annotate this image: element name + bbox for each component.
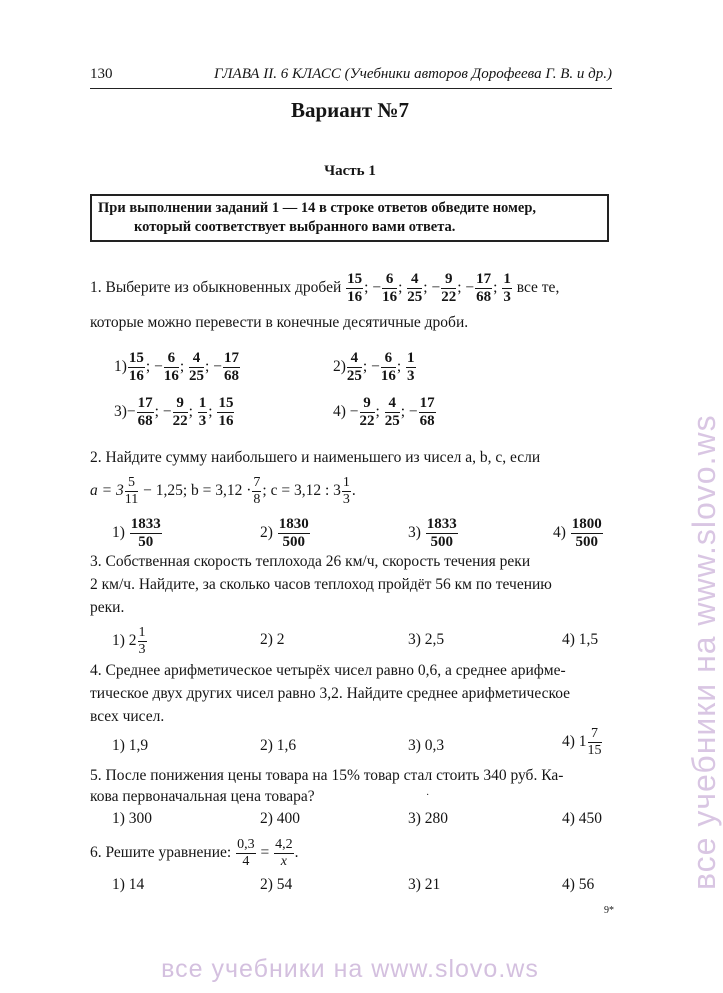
q1-answer-3: 3)− $\frac{17}{68}$ ; − $\frac{9}{22}$ ; $\frac{1}{3}$ ; $\frac{15}{16}$ — [114, 395, 234, 429]
q5-line-1: 5. После понижения цены товара на 15% товар стал стоить 340 руб. Ка- — [90, 767, 564, 784]
fraction: $\frac{15}{16}$ — [347, 271, 363, 305]
side-watermark: все учебники на www.slovo.ws — [686, 414, 722, 890]
q1-answer-2: 2) $\frac{4}{25}$ ; − $\frac{6}{16}$ ; $\frac{1}{3}$ — [333, 350, 415, 384]
chapter-title: ГЛАВА II. 6 КЛАСС (Учебники авторов Дорофеева Г. В. и др.) — [214, 66, 612, 82]
q4-answer-3: 3) 0,3 — [408, 737, 445, 754]
q3-line-2: 2 км/ч. Найдите, за сколько часов теплоход пройдёт 56 км по течению — [90, 576, 552, 593]
instruction-line-2: который соответствует выбранного вами ответа. — [134, 219, 456, 235]
page-header — [90, 66, 612, 89]
q4-answer-4: 4) 1 $\frac{7}{15}$ — [562, 726, 602, 758]
fraction: $\frac{4}{25}$ — [407, 271, 423, 305]
q5-answer-3: 3) 280 — [408, 810, 449, 827]
q2-answer-1: 1) $\frac{1833}{50}$ — [112, 516, 161, 550]
q6-answer-2: 2) 54 — [260, 876, 293, 893]
variant-title: Вариант №7 — [290, 98, 410, 122]
q5-answer-4: 4) 450 — [562, 810, 603, 827]
q1-answer-1: 1) $\frac{15}{16}$ ; − $\frac{6}{16}$ ; $\frac{4}{25}$ ; − $\frac{17}{68}$ — [114, 350, 239, 384]
q5-answer-1: 1) 300 — [112, 810, 153, 827]
q1-line-2: которые можно перевести в конечные десятичные дроби. — [90, 314, 469, 331]
q2-answer-4: 4) $\frac{1800}{500}$ — [553, 516, 602, 550]
q4-line-1: 4. Среднее арифметическое четырёх чисел равно 0,6, а среднее арифме- — [90, 662, 566, 679]
q4-answer-2: 2) 1,6 — [260, 737, 297, 754]
page-mark: 9* — [604, 905, 614, 916]
q3-line-1: 3. Собственная скорость теплохода 26 км/ч, скорость течения реки — [90, 553, 531, 570]
q6-answer-4: 4) 56 — [562, 876, 595, 893]
q2-answer-2: 2) $\frac{1830}{500}$ — [260, 516, 309, 550]
stray-mark: · — [426, 790, 430, 801]
q3-answer-4: 4) 1,5 — [562, 631, 599, 648]
q4-line-2: тическое двух других чисел равно 3,2. Найдите среднее арифметическое — [90, 685, 571, 702]
q1-intro: 1. Выберите из обыкновенных дробей — [90, 279, 342, 297]
q5-answer-2: 2) 400 — [260, 810, 301, 827]
q1-tail: все те, — [516, 279, 560, 297]
q2-line-1: 2. Найдите сумму наибольшего и наименьшего из чисел a, b, c, если — [90, 449, 541, 466]
part-title: Часть 1 — [324, 163, 376, 179]
fraction: $\frac{1}{3}$ — [503, 271, 511, 305]
instruction-box — [90, 194, 609, 242]
q1-line-1: 1. Выберите из обыкновенных дробей $\frac{15}{16}$ ; − $\frac{6}{16}$ ; $\frac{4}{25}$ ; − $\frac{9}{22}$ ; − $\frac{17}{68}$ ; $\frac{1}{3}$ все те, — [90, 271, 560, 305]
q3-line-3: реки. — [90, 599, 125, 616]
fraction: $\frac{9}{22}$ — [441, 271, 457, 305]
q6-answer-1: 1) 14 — [112, 876, 145, 893]
bottom-watermark: все учебники на www.slovo.ws — [161, 955, 539, 983]
fraction: $\frac{17}{68}$ — [476, 271, 492, 305]
q1-answer-4: 4) − $\frac{9}{22}$ ; $\frac{4}{25}$ ; − $\frac{17}{68}$ — [333, 395, 435, 429]
q4-answer-1: 1) 1,9 — [112, 737, 149, 754]
q2-answer-3: 3) $\frac{1833}{500}$ — [408, 516, 457, 550]
instruction-line-1: При выполнении заданий 1 — 14 в строке ответов обведите номер, — [98, 200, 537, 216]
q2-line-2: a = 3 $\frac{5}{11}$ − 1,25; b = 3,12 · $\frac{7}{8}$ ; c = 3,12 : 3 $\frac{1}{3}$ . — [90, 475, 356, 507]
q6-answer-3: 3) 21 — [408, 876, 441, 893]
fraction: $\frac{6}{16}$ — [382, 271, 398, 305]
q6-line-1: 6. Решите уравнение: $\frac{0,3}{4}$ = $\frac{4,2}{x}$ . — [90, 837, 299, 869]
q4-line-3: всех чисел. — [90, 708, 165, 725]
q3-answer-2: 2) 2 — [260, 631, 285, 648]
page-number: 130 — [90, 66, 113, 82]
q3-answer-1: 1) 2 $\frac{1}{3}$ — [112, 625, 146, 657]
q5-line-2: кова первоначальная цена товара? — [90, 788, 315, 805]
q3-answer-3: 3) 2,5 — [408, 631, 445, 648]
